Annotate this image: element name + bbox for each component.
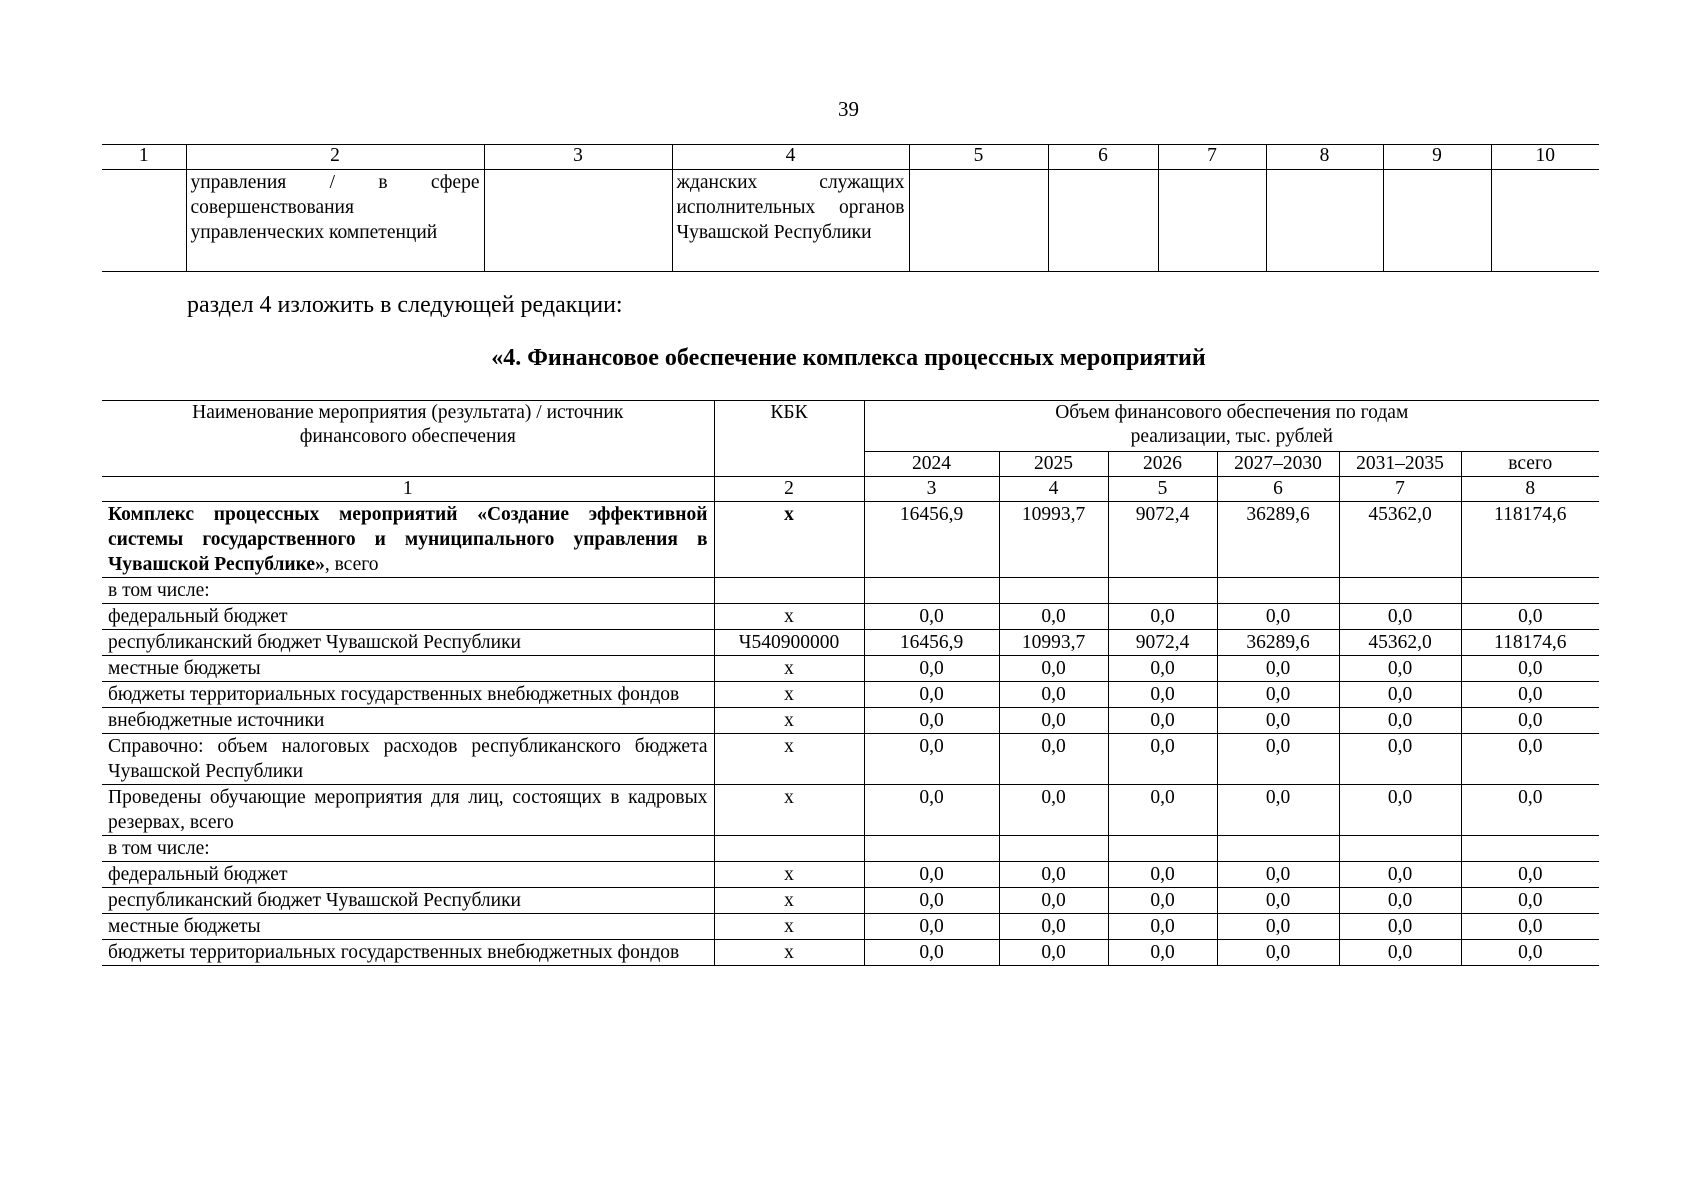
row-value: 0,0 xyxy=(1339,940,1461,966)
row-value xyxy=(1108,836,1217,862)
row-value: 0,0 xyxy=(1217,785,1339,836)
table-row xyxy=(102,682,1599,708)
cell xyxy=(1158,170,1266,272)
table-row xyxy=(102,578,1599,604)
year-header: 2024 xyxy=(864,452,999,477)
header-volume: Объем финансового обеспечения по годам реализации, тыс. рублей xyxy=(864,401,1599,452)
row-value: 0,0 xyxy=(864,656,999,682)
row-value: 0,0 xyxy=(864,734,999,785)
row-name: Проведены обучающие мероприятия для лиц, состоящих в кадровых резервах, всего xyxy=(102,785,714,836)
continuation-table xyxy=(102,144,1599,272)
row-value: 0,0 xyxy=(1339,682,1461,708)
table-row xyxy=(102,708,1599,734)
column-number: 2 xyxy=(714,477,864,502)
column-number: 3 xyxy=(484,145,672,170)
cell xyxy=(102,170,186,272)
row-kbk: х xyxy=(714,682,864,708)
row-value: 0,0 xyxy=(1461,656,1599,682)
row-value: 0,0 xyxy=(999,785,1108,836)
row-value: 0,0 xyxy=(999,888,1108,914)
header-kbk: КБК xyxy=(714,401,864,477)
row-value: 0,0 xyxy=(1217,914,1339,940)
row-value: 0,0 xyxy=(999,734,1108,785)
cell xyxy=(1048,170,1158,272)
column-number: 5 xyxy=(1108,477,1217,502)
year-header: 2031–2035 xyxy=(1339,452,1461,477)
row-value: 0,0 xyxy=(1461,604,1599,630)
row-value: 0,0 xyxy=(1461,914,1599,940)
row-name: бюджеты территориальных государственных внебюджетных фондов xyxy=(102,682,714,708)
row-value xyxy=(1108,578,1217,604)
row-value xyxy=(1339,578,1461,604)
row-value xyxy=(999,836,1108,862)
row-value xyxy=(1461,578,1599,604)
row-value: 0,0 xyxy=(999,940,1108,966)
row-value: 36289,6 xyxy=(1217,630,1339,656)
row-value: 9072,4 xyxy=(1108,502,1217,578)
row-value: 0,0 xyxy=(1339,888,1461,914)
row-kbk xyxy=(714,836,864,862)
column-number: 9 xyxy=(1383,145,1491,170)
cell xyxy=(1383,170,1491,272)
row-value: 0,0 xyxy=(1217,656,1339,682)
row-value xyxy=(1217,836,1339,862)
year-header: 2026 xyxy=(1108,452,1217,477)
row-value: 0,0 xyxy=(999,862,1108,888)
row-value: 0,0 xyxy=(1461,708,1599,734)
column-number: 4 xyxy=(999,477,1108,502)
row-kbk: х xyxy=(714,708,864,734)
row-value: 118174,6 xyxy=(1461,502,1599,578)
row-value: 0,0 xyxy=(999,708,1108,734)
row-name: республиканский бюджет Чувашской Республики xyxy=(102,630,714,656)
row-value: 0,0 xyxy=(864,708,999,734)
table-row-lead xyxy=(102,502,1599,578)
row-value: 0,0 xyxy=(1108,708,1217,734)
row-name: внебюджетные источники xyxy=(102,708,714,734)
table-row xyxy=(102,836,1599,862)
row-value: 0,0 xyxy=(1339,862,1461,888)
cell-col4: жданских служащих исполнительных органов Чувашской Республики xyxy=(672,170,909,272)
column-number: 7 xyxy=(1158,145,1266,170)
column-number: 7 xyxy=(1339,477,1461,502)
row-value xyxy=(1339,836,1461,862)
row-value: 0,0 xyxy=(1217,604,1339,630)
table-row xyxy=(102,734,1599,785)
table-row xyxy=(102,656,1599,682)
row-name: в том числе: xyxy=(102,836,714,862)
row-value: 10993,7 xyxy=(999,502,1108,578)
column-number: 8 xyxy=(1461,477,1599,502)
row-value: 0,0 xyxy=(1217,708,1339,734)
row-value xyxy=(1217,578,1339,604)
continuation-table-number-row xyxy=(102,145,1599,170)
table-row xyxy=(102,785,1599,836)
row-value xyxy=(1461,836,1599,862)
row-value: 45362,0 xyxy=(1339,502,1461,578)
row-name-bold: Комплекс процессных мероприятий «Создание эффективной системы государственного и муниципального управления в Чувашской Республике» xyxy=(108,504,708,575)
row-kbk: х xyxy=(714,734,864,785)
row-value: 0,0 xyxy=(1339,656,1461,682)
column-number: 6 xyxy=(1048,145,1158,170)
row-name: Справочно: объем налоговых расходов республиканского бюджета Чувашской Республики xyxy=(102,734,714,785)
row-value xyxy=(999,578,1108,604)
table-row xyxy=(102,888,1599,914)
row-kbk: х xyxy=(714,862,864,888)
table-row xyxy=(102,630,1599,656)
cell xyxy=(1491,170,1599,272)
row-value: 0,0 xyxy=(1339,708,1461,734)
row-value: 45362,0 xyxy=(1339,630,1461,656)
row-kbk: х xyxy=(714,914,864,940)
year-header: 2025 xyxy=(999,452,1108,477)
row-value: 0,0 xyxy=(1339,604,1461,630)
row-kbk: х xyxy=(714,604,864,630)
page-number: 39 xyxy=(838,97,859,121)
column-number: 3 xyxy=(864,477,999,502)
column-number: 4 xyxy=(672,145,909,170)
row-kbk: х xyxy=(714,940,864,966)
row-value: 0,0 xyxy=(864,914,999,940)
row-value: 0,0 xyxy=(1108,862,1217,888)
row-value: 0,0 xyxy=(864,940,999,966)
row-value: 0,0 xyxy=(864,604,999,630)
row-value: 36289,6 xyxy=(1217,502,1339,578)
column-number: 6 xyxy=(1217,477,1339,502)
row-value: 10993,7 xyxy=(999,630,1108,656)
row-value: 0,0 xyxy=(999,682,1108,708)
cell xyxy=(909,170,1048,272)
row-kbk: Ч540900000 xyxy=(714,630,864,656)
section-heading: «4. Финансовое обеспечение комплекса процессных мероприятий xyxy=(491,345,1206,371)
row-name-suffix: , всего xyxy=(324,554,379,575)
row-value xyxy=(864,578,999,604)
row-value: 0,0 xyxy=(864,862,999,888)
row-value: 0,0 xyxy=(1339,914,1461,940)
row-value: 118174,6 xyxy=(1461,630,1599,656)
column-number: 5 xyxy=(909,145,1048,170)
row-kbk: х xyxy=(714,502,864,578)
row-kbk: х xyxy=(714,656,864,682)
row-value: 0,0 xyxy=(1217,734,1339,785)
row-kbk xyxy=(714,578,864,604)
column-number: 1 xyxy=(102,477,714,502)
table-row xyxy=(102,604,1599,630)
row-value: 0,0 xyxy=(1108,940,1217,966)
row-kbk: х xyxy=(714,888,864,914)
row-value: 0,0 xyxy=(1108,734,1217,785)
column-number: 8 xyxy=(1266,145,1383,170)
row-value: 0,0 xyxy=(1108,888,1217,914)
row-value xyxy=(864,836,999,862)
row-name xyxy=(102,502,714,578)
header-row xyxy=(102,401,1599,452)
year-header: 2027–2030 xyxy=(1217,452,1339,477)
row-value: 0,0 xyxy=(1108,785,1217,836)
table-row xyxy=(102,940,1599,966)
row-value: 0,0 xyxy=(864,682,999,708)
column-number-row xyxy=(102,477,1599,502)
row-value: 16456,9 xyxy=(864,502,999,578)
cell xyxy=(1266,170,1383,272)
row-value: 0,0 xyxy=(999,656,1108,682)
row-value: 0,0 xyxy=(864,888,999,914)
row-value: 0,0 xyxy=(864,785,999,836)
total-header: всего xyxy=(1461,452,1599,477)
row-value: 16456,9 xyxy=(864,630,999,656)
header-name: Наименование мероприятия (результата) / источник финансового обеспечения xyxy=(102,401,714,477)
row-value: 0,0 xyxy=(1217,682,1339,708)
column-number: 10 xyxy=(1491,145,1599,170)
row-value: 0,0 xyxy=(1461,734,1599,785)
row-name: федеральный бюджет xyxy=(102,862,714,888)
row-value: 0,0 xyxy=(1217,862,1339,888)
row-value: 0,0 xyxy=(999,914,1108,940)
row-value: 0,0 xyxy=(1461,682,1599,708)
finance-rows xyxy=(102,578,1599,966)
row-name: местные бюджеты xyxy=(102,914,714,940)
finance-table xyxy=(102,400,1599,966)
row-name: федеральный бюджет xyxy=(102,604,714,630)
row-value: 0,0 xyxy=(1108,604,1217,630)
row-value: 0,0 xyxy=(1339,785,1461,836)
table-row xyxy=(102,914,1599,940)
row-value: 0,0 xyxy=(1217,888,1339,914)
cell xyxy=(484,170,672,272)
row-kbk: х xyxy=(714,785,864,836)
row-value: 9072,4 xyxy=(1108,630,1217,656)
row-name: бюджеты территориальных государственных внебюджетных фондов xyxy=(102,940,714,966)
row-value: 0,0 xyxy=(999,604,1108,630)
row-value: 0,0 xyxy=(1108,656,1217,682)
row-value: 0,0 xyxy=(1461,862,1599,888)
row-name: республиканский бюджет Чувашской Республики xyxy=(102,888,714,914)
intro-text: раздел 4 изложить в следующей редакции: xyxy=(187,292,623,318)
row-value: 0,0 xyxy=(1339,734,1461,785)
row-value: 0,0 xyxy=(1108,914,1217,940)
row-value: 0,0 xyxy=(1461,888,1599,914)
continuation-table-row xyxy=(102,170,1599,272)
row-value: 0,0 xyxy=(1108,682,1217,708)
table-row xyxy=(102,862,1599,888)
row-name: местные бюджеты xyxy=(102,656,714,682)
column-number: 1 xyxy=(102,145,186,170)
row-value: 0,0 xyxy=(1461,940,1599,966)
row-value: 0,0 xyxy=(1461,785,1599,836)
row-value: 0,0 xyxy=(1217,940,1339,966)
cell-col2: управления / в сфере совершенствования управленческих компетенций xyxy=(186,170,484,272)
row-name: в том числе: xyxy=(102,578,714,604)
column-number: 2 xyxy=(186,145,484,170)
